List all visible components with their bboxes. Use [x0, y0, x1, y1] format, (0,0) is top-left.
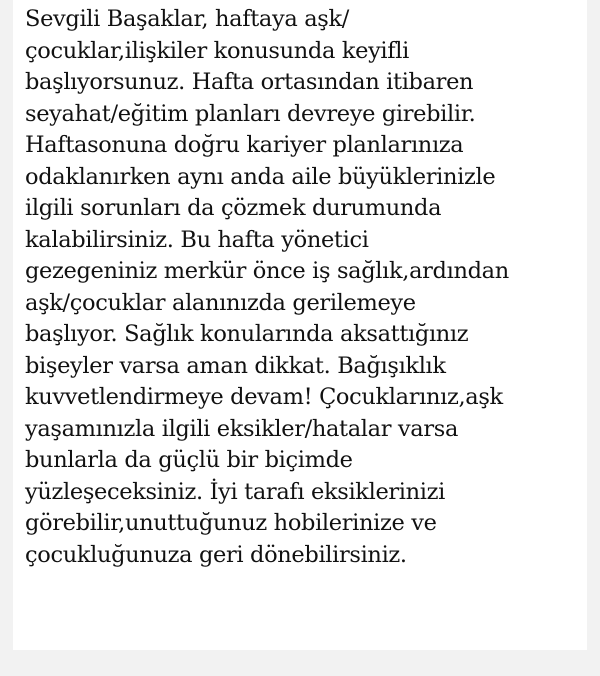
text-line-6: odaklanırken aynı anda aile büyüklerinizle [25, 163, 496, 190]
text-line-10: aşk/çocuklar alanınızda gerilemeye [25, 289, 416, 316]
text-line-14: yaşamınızla ilgili eksikler/hatalar varsa [25, 415, 459, 442]
text-line-8: kalabilirsiniz. Bu hafta yönetici [25, 226, 369, 253]
text-line-1: Sevgili Başaklar, haftaya aşk/ [25, 6, 349, 32]
text-line-3: başlıyorsunuz. Hafta ortasından itibaren [25, 69, 474, 95]
text-line-15: bunlarla da güçlü bir biçimde [25, 447, 353, 473]
text-line-4: seyahat/eğitim planları devreye girebilir. [25, 100, 476, 127]
text-line-7: ilgili sorunları da çözmek durumunda [25, 195, 442, 221]
text-line-11: başlıyor. Sağlık konularında aksattığınız [25, 321, 469, 347]
text-line-5: Haftasonuna doğru kariyer planlarınıza [25, 132, 464, 158]
text-line-12: bişeyler varsa aman dikkat. Bağışıklık [25, 352, 446, 379]
horoscope-text [25, 4, 585, 571]
text-card [13, 0, 587, 650]
text-line-9: gezegeniniz merkür önce iş sağlık,ardından [25, 258, 509, 284]
text-line-18: çocukluğunuza geri dönebilirsiniz. [25, 541, 407, 568]
text-line-16: yüzleşeceksiniz. İyi tarafı eksiklerinizi [25, 478, 445, 505]
text-line-13: kuvvetlendirmeye devam! Çocuklarınız,aşk [25, 384, 503, 410]
text-line-2: çocuklar,ilişkiler konusunda keyifli [25, 37, 409, 64]
text-line-17: görebilir,unuttuğunuz hobilerinize ve [25, 510, 437, 536]
